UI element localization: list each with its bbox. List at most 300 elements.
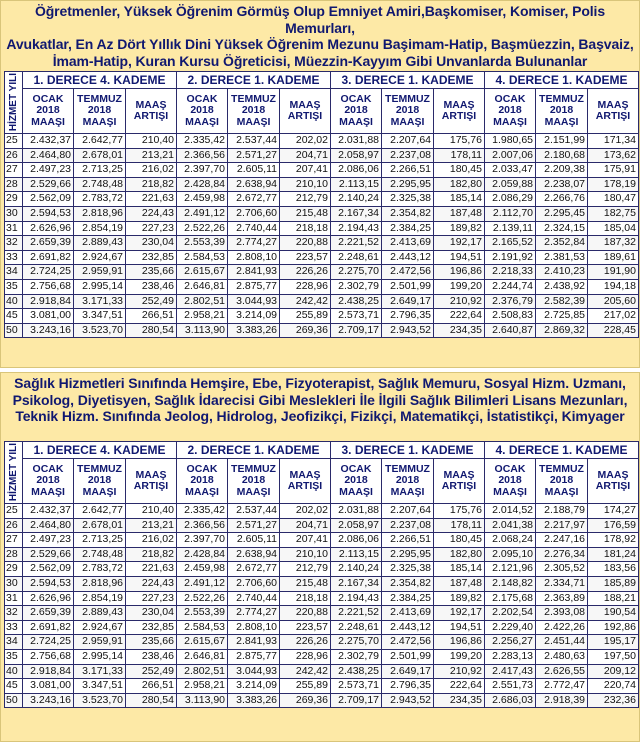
value-cell: 2.438,92 [536,279,588,294]
value-cell: 2.324,15 [536,221,588,236]
year-cell: 30 [5,206,23,221]
value-cell: 234,35 [434,693,485,708]
value-cell: 2.649,17 [382,294,434,309]
value-cell: 2.413,69 [382,606,434,621]
value-cell: 2.248,61 [331,250,382,265]
section-1-title [1,1,639,69]
value-cell: 2.194,43 [331,591,382,606]
value-cell: 221,63 [126,192,177,207]
group-header: 2. DERECE 1. KADEME [177,72,331,89]
column-header: TEMMUZ 2018 MAAŞI [74,459,126,504]
value-cell: 2.889,43 [74,236,126,251]
value-cell: 3.243,16 [23,693,74,708]
section-2-title [1,373,639,425]
year-cell: 25 [5,134,23,149]
column-header: TEMMUZ 2018 MAAŞI [536,89,588,134]
value-cell: 2.529,66 [23,547,74,562]
value-cell: 2.501,99 [382,279,434,294]
table-row [5,679,639,694]
value-cell: 255,89 [280,679,331,694]
value-cell: 2.443,12 [382,250,434,265]
value-cell: 2.422,26 [536,620,588,635]
column-header: TEMMUZ 2018 MAAŞI [536,459,588,504]
value-cell: 3.113,90 [177,693,228,708]
value-cell: 2.295,45 [536,206,588,221]
value-cell: 2.706,60 [228,576,280,591]
value-cell: 242,42 [280,294,331,309]
value-cell: 2.472,56 [382,265,434,280]
value-cell: 2.724,25 [23,635,74,650]
value-cell: 2.924,67 [74,250,126,265]
value-cell: 2.381,53 [536,250,588,265]
value-cell: 2.672,77 [228,562,280,577]
value-cell: 2.958,21 [177,679,228,694]
value-cell: 228,96 [280,279,331,294]
table-row [5,606,639,621]
value-cell: 218,18 [280,221,331,236]
value-cell: 222,64 [434,679,485,694]
value-cell: 2.706,60 [228,206,280,221]
column-header: MAAŞ ARTIŞI [126,89,177,134]
value-cell: 2.031,88 [331,134,382,149]
value-cell: 2.508,83 [485,309,536,324]
value-cell: 3.214,09 [228,679,280,694]
year-cell: 28 [5,547,23,562]
value-cell: 2.818,96 [74,576,126,591]
value-cell: 2.112,70 [485,206,536,221]
year-cell: 35 [5,279,23,294]
value-cell: 2.686,03 [485,693,536,708]
value-cell: 266,51 [126,309,177,324]
table-row [5,148,639,163]
value-cell: 2.491,12 [177,576,228,591]
value-cell: 210,40 [126,134,177,149]
value-cell: 2.808,10 [228,250,280,265]
value-cell: 2.638,94 [228,177,280,192]
value-cell: 2.875,77 [228,649,280,664]
value-cell: 2.352,84 [536,236,588,251]
value-cell: 195,17 [588,635,639,650]
group-header: 2. DERECE 1. KADEME [177,442,331,459]
value-cell: 2.121,96 [485,562,536,577]
value-cell: 2.918,84 [23,294,74,309]
year-cell: 45 [5,309,23,324]
value-cell: 2.438,25 [331,664,382,679]
value-cell: 178,11 [434,518,485,533]
value-cell: 218,82 [126,547,177,562]
value-cell: 218,18 [280,591,331,606]
column-header: OCAK 2018 MAAŞI [485,89,536,134]
column-header: OCAK 2018 MAAŞI [23,459,74,504]
value-cell: 2.007,06 [485,148,536,163]
table-row [5,265,639,280]
value-cell: 2.594,53 [23,206,74,221]
table-row [5,576,639,591]
value-cell: 2.428,84 [177,547,228,562]
value-cell: 224,43 [126,206,177,221]
column-header: MAAŞ ARTIŞI [280,459,331,504]
value-cell: 2.221,52 [331,236,382,251]
year-cell: 32 [5,236,23,251]
column-header: OCAK 2018 MAAŞI [331,89,382,134]
column-header: MAAŞ ARTIŞI [588,89,639,134]
value-cell: 183,56 [588,562,639,577]
table-row [5,562,639,577]
value-cell: 2.086,29 [485,192,536,207]
value-cell: 2.691,82 [23,620,74,635]
value-cell: 185,89 [588,576,639,591]
title-line: İmam-Hatip, Kuran Kursu Öğreticisi, Müezzin-Kayyım Gibi Unvanlarda Bulunanlar [52,52,588,69]
value-cell: 192,86 [588,620,639,635]
value-cell: 2.167,34 [331,576,382,591]
value-cell: 3.171,33 [74,294,126,309]
value-cell: 2.432,37 [23,134,74,149]
value-cell: 2.889,43 [74,606,126,621]
value-cell: 194,51 [434,250,485,265]
value-cell: 205,60 [588,294,639,309]
value-cell: 2.175,68 [485,591,536,606]
value-cell: 2.283,13 [485,649,536,664]
value-cell: 2.943,52 [382,693,434,708]
value-cell: 2.218,33 [485,265,536,280]
value-cell: 197,50 [588,649,639,664]
value-cell: 215,48 [280,206,331,221]
value-cell: 2.626,96 [23,221,74,236]
group-header: 4. DERECE 1. KADEME [485,72,639,89]
value-cell: 2.413,69 [382,236,434,251]
value-cell: 2.325,38 [382,192,434,207]
column-header: TEMMUZ 2018 MAAŞI [228,459,280,504]
column-header: OCAK 2018 MAAŞI [177,459,228,504]
value-cell: 2.869,32 [536,323,588,338]
value-cell: 3.523,70 [74,693,126,708]
value-cell: 2.140,24 [331,562,382,577]
value-cell: 252,49 [126,294,177,309]
value-cell: 192,17 [434,236,485,251]
value-cell: 2.783,72 [74,562,126,577]
value-cell: 2.058,97 [331,148,382,163]
value-cell: 2.256,27 [485,635,536,650]
value-cell: 2.529,66 [23,177,74,192]
value-cell: 238,46 [126,279,177,294]
value-cell: 182,80 [434,177,485,192]
title-line: Sağlık Hizmetleri Sınıfında Hemşire, Ebe, Fizyoterapist, Sağlık Memuru, Sosyal Hizm. Uzmanı, [14,375,626,391]
value-cell: 187,48 [434,576,485,591]
value-cell: 232,36 [588,693,639,708]
value-cell: 3.383,26 [228,693,280,708]
value-cell: 230,04 [126,236,177,251]
value-cell: 224,43 [126,576,177,591]
value-cell: 2.626,55 [536,664,588,679]
value-cell: 252,49 [126,664,177,679]
value-cell: 2.275,70 [331,265,382,280]
years-header: HİZMET YILI [5,442,23,504]
value-cell: 2.354,82 [382,576,434,591]
column-header: MAAŞ ARTIŞI [434,459,485,504]
value-cell: 185,04 [588,221,639,236]
year-cell: 28 [5,177,23,192]
value-cell: 178,19 [588,177,639,192]
year-cell: 29 [5,192,23,207]
value-cell: 2.095,10 [485,547,536,562]
value-cell: 216,02 [126,533,177,548]
year-cell: 31 [5,221,23,236]
year-cell: 50 [5,693,23,708]
year-cell: 40 [5,664,23,679]
value-cell: 2.672,77 [228,192,280,207]
section-1 [0,0,640,368]
value-cell: 2.068,24 [485,533,536,548]
value-cell: 187,32 [588,236,639,251]
value-cell: 210,10 [280,547,331,562]
value-cell: 2.464,80 [23,518,74,533]
value-cell: 2.266,51 [382,163,434,178]
value-cell: 190,54 [588,606,639,621]
year-cell: 27 [5,533,23,548]
value-cell: 2.438,25 [331,294,382,309]
value-cell: 2.113,15 [331,177,382,192]
value-cell: 2.167,34 [331,206,382,221]
value-cell: 269,36 [280,323,331,338]
value-cell: 2.366,56 [177,148,228,163]
value-cell: 2.033,47 [485,163,536,178]
value-cell: 2.113,15 [331,547,382,562]
value-cell: 2.553,39 [177,606,228,621]
value-cell: 2.605,11 [228,533,280,548]
value-cell: 2.725,85 [536,309,588,324]
value-cell: 2.995,14 [74,279,126,294]
value-cell: 2.244,74 [485,279,536,294]
table-row [5,649,639,664]
value-cell: 2.480,63 [536,649,588,664]
years-header: HİZMET YILI [5,72,23,134]
value-cell: 2.451,44 [536,635,588,650]
value-cell: 235,66 [126,635,177,650]
value-cell: 2.678,01 [74,518,126,533]
value-cell: 2.875,77 [228,279,280,294]
value-cell: 210,40 [126,504,177,519]
column-header: TEMMUZ 2018 MAAŞI [74,89,126,134]
value-cell: 235,66 [126,265,177,280]
value-cell: 255,89 [280,309,331,324]
value-cell: 204,71 [280,518,331,533]
value-cell: 194,18 [588,279,639,294]
value-cell: 189,61 [588,250,639,265]
table-row [5,533,639,548]
value-cell: 2.363,89 [536,591,588,606]
column-header: OCAK 2018 MAAŞI [177,89,228,134]
year-cell: 35 [5,649,23,664]
value-cell: 234,35 [434,323,485,338]
value-cell: 228,45 [588,323,639,338]
value-cell: 3.347,51 [74,679,126,694]
value-cell: 3.081,00 [23,679,74,694]
value-cell: 2.140,24 [331,192,382,207]
value-cell: 2.740,44 [228,591,280,606]
value-cell: 199,20 [434,279,485,294]
column-header: TEMMUZ 2018 MAAŞI [228,89,280,134]
value-cell: 2.659,39 [23,236,74,251]
year-cell: 33 [5,250,23,265]
value-cell: 2.573,71 [331,679,382,694]
value-cell: 2.713,25 [74,163,126,178]
value-cell: 187,48 [434,206,485,221]
table-row [5,620,639,635]
value-cell: 2.724,25 [23,265,74,280]
value-cell: 2.562,09 [23,562,74,577]
value-cell: 2.384,25 [382,221,434,236]
value-cell: 2.334,71 [536,576,588,591]
group-header: 3. DERECE 1. KADEME [331,72,485,89]
value-cell: 2.713,25 [74,533,126,548]
group-header: 4. DERECE 1. KADEME [485,442,639,459]
table-row [5,547,639,562]
value-cell: 212,79 [280,562,331,577]
value-cell: 207,41 [280,533,331,548]
group-header: 1. DERECE 4. KADEME [23,72,177,89]
value-cell: 2.295,95 [382,547,434,562]
value-cell: 2.522,26 [177,221,228,236]
value-cell: 3.044,93 [228,664,280,679]
table-row [5,664,639,679]
table-row [5,221,639,236]
value-cell: 2.397,70 [177,533,228,548]
value-cell: 238,46 [126,649,177,664]
value-cell: 2.397,70 [177,163,228,178]
value-cell: 2.918,84 [23,664,74,679]
value-cell: 2.537,44 [228,134,280,149]
value-cell: 2.562,09 [23,192,74,207]
value-cell: 2.796,35 [382,679,434,694]
value-cell: 2.924,67 [74,620,126,635]
value-cell: 176,59 [588,518,639,533]
value-cell: 2.796,35 [382,309,434,324]
column-header: OCAK 2018 MAAŞI [485,459,536,504]
value-cell: 2.959,91 [74,265,126,280]
table-row [5,163,639,178]
value-cell: 2.594,53 [23,576,74,591]
value-cell: 2.443,12 [382,620,434,635]
value-cell: 207,41 [280,163,331,178]
value-cell: 210,92 [434,664,485,679]
table-row [5,518,639,533]
value-cell: 180,45 [434,533,485,548]
value-cell: 2.772,47 [536,679,588,694]
value-cell: 2.059,88 [485,177,536,192]
value-cell: 1.980,65 [485,134,536,149]
value-cell: 2.194,43 [331,221,382,236]
value-cell: 3.214,09 [228,309,280,324]
value-cell: 178,92 [588,533,639,548]
year-cell: 27 [5,163,23,178]
value-cell: 230,04 [126,606,177,621]
value-cell: 185,14 [434,562,485,577]
value-cell: 2.237,08 [382,148,434,163]
value-cell: 182,75 [588,206,639,221]
salary-table-1 [4,71,639,338]
value-cell: 212,79 [280,192,331,207]
year-cell: 26 [5,148,23,163]
column-header: MAAŞ ARTIŞI [280,89,331,134]
value-cell: 226,26 [280,635,331,650]
title-line: Psikolog, Diyetisyen, Sağlık İdarecisi Gibi Meslekleri İle İlgili Sağlık Bilimleri Lisans Mezunları, [12,391,628,408]
value-cell: 2.302,79 [331,279,382,294]
value-cell: 2.491,12 [177,206,228,221]
value-cell: 2.209,38 [536,163,588,178]
value-cell: 228,96 [280,649,331,664]
value-cell: 2.642,77 [74,504,126,519]
table-row [5,250,639,265]
value-cell: 2.678,01 [74,148,126,163]
value-cell: 2.605,11 [228,163,280,178]
value-cell: 2.417,43 [485,664,536,679]
value-cell: 2.497,23 [23,163,74,178]
value-cell: 178,11 [434,148,485,163]
year-cell: 26 [5,518,23,533]
year-cell: 32 [5,606,23,621]
value-cell: 3.081,00 [23,309,74,324]
value-cell: 194,51 [434,620,485,635]
value-cell: 2.393,08 [536,606,588,621]
year-cell: 31 [5,591,23,606]
value-cell: 2.615,67 [177,635,228,650]
column-header: TEMMUZ 2018 MAAŞI [382,89,434,134]
value-cell: 2.740,44 [228,221,280,236]
table-row [5,309,639,324]
value-cell: 2.275,70 [331,635,382,650]
value-cell: 175,76 [434,504,485,519]
value-cell: 192,17 [434,606,485,621]
value-cell: 2.537,44 [228,504,280,519]
value-cell: 2.501,99 [382,649,434,664]
group-header: 1. DERECE 4. KADEME [23,442,177,459]
value-cell: 196,86 [434,635,485,650]
value-cell: 185,14 [434,192,485,207]
value-cell: 232,85 [126,250,177,265]
value-cell: 2.640,87 [485,323,536,338]
value-cell: 2.188,79 [536,504,588,519]
value-cell: 189,82 [434,591,485,606]
value-cell: 2.247,16 [536,533,588,548]
value-cell: 202,02 [280,134,331,149]
value-cell: 2.802,51 [177,294,228,309]
value-cell: 2.649,17 [382,664,434,679]
value-cell: 2.191,92 [485,250,536,265]
value-cell: 171,34 [588,134,639,149]
value-cell: 180,45 [434,163,485,178]
value-cell: 2.472,56 [382,635,434,650]
value-cell: 2.748,48 [74,547,126,562]
value-cell: 215,48 [280,576,331,591]
value-cell: 2.995,14 [74,649,126,664]
value-cell: 2.551,73 [485,679,536,694]
value-cell: 2.642,77 [74,134,126,149]
column-header: MAAŞ ARTIŞI [434,89,485,134]
value-cell: 3.171,33 [74,664,126,679]
value-cell: 2.202,54 [485,606,536,621]
value-cell: 2.248,61 [331,620,382,635]
value-cell: 2.709,17 [331,323,382,338]
value-cell: 269,36 [280,693,331,708]
value-cell: 2.464,80 [23,148,74,163]
value-cell: 2.086,06 [331,533,382,548]
table-row [5,323,639,338]
value-cell: 2.774,27 [228,606,280,621]
value-cell: 180,47 [588,192,639,207]
value-cell: 210,10 [280,177,331,192]
value-cell: 189,82 [434,221,485,236]
value-cell: 2.354,82 [382,206,434,221]
